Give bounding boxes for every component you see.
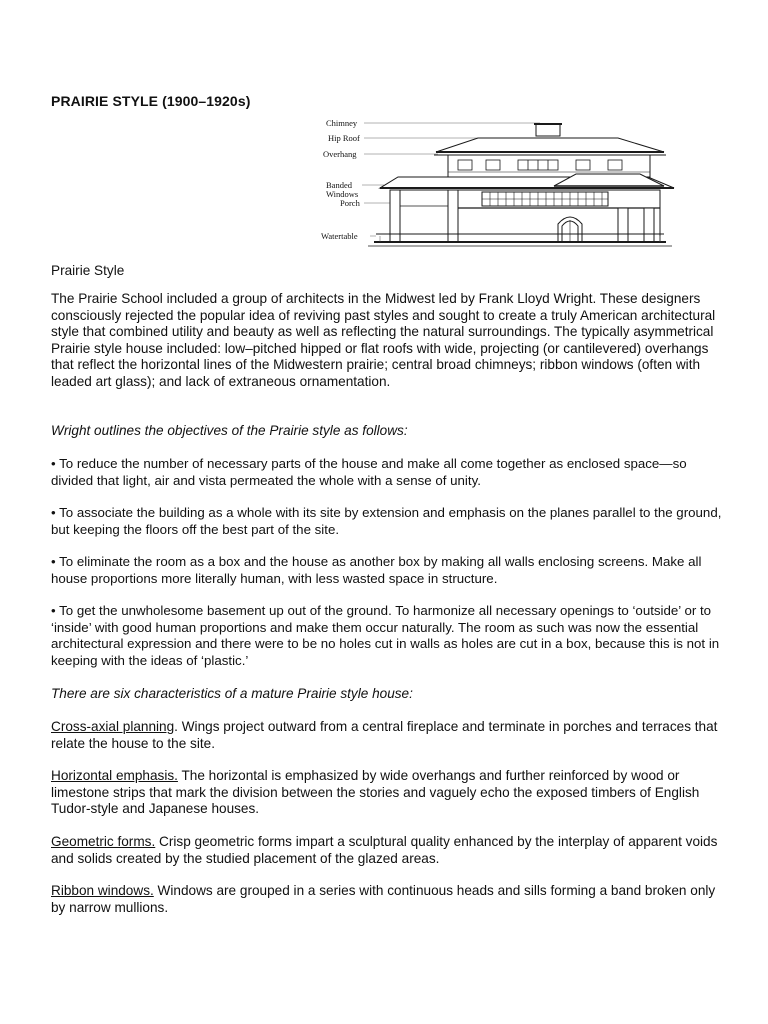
characteristic-text: Windows are grouped in a series with continuous heads and sills forming a band broken only by narrow mullions. — [51, 883, 716, 915]
characteristic-item — [51, 883, 731, 916]
prairie-house-diagram — [318, 112, 678, 257]
characteristic-item — [51, 834, 731, 867]
characteristic-term: Ribbon windows. — [51, 883, 154, 898]
characteristic-text: Wings project outward from a central fireplace and terminate in porches and terraces that relate the house to the site. — [51, 719, 718, 751]
objective-item: • To eliminate the room as a box and the house as another box by making all walls enclosing screens. Make all house proportions more literally human, with less wasted space in structure. — [51, 554, 702, 586]
label-chimney: Chimney — [326, 118, 358, 128]
objective-item: • To get the unwholesome basement up out of the ground. To harmonize all necessary openings to ‘outside’ or to ‘inside’ with good human proportions and make them occur naturally. The room as such was now the essential architectural expression and there were to be no holes cut in walls as holes are cut in a box, because this is not in keeping with the ideas of ‘plastic.’ — [51, 603, 720, 668]
characteristic-text: Crisp geometric forms impart a sculptural quality enhanced by the interplay of apparent voids and solids created by the studied placement of the glazed areas. — [51, 834, 718, 866]
characteristic-term: Cross-axial planning — [51, 719, 175, 734]
objective-item: • To reduce the number of necessary parts of the house and make all come together as enclosed space—so divided that light, air and vista permeated the whole with a sense of unity. — [51, 456, 687, 488]
objectives-heading: Wright outlines the objectives of the Prairie style as follows: — [51, 423, 408, 438]
house-drawing — [368, 124, 674, 246]
label-banded: Banded — [326, 180, 352, 190]
characteristic-text: The horizontal is emphasized by wide overhangs and further reinforced by wood or limestone strips that mark the division between the stories and vaguely echo the exposed timbers of English Tudor-style and Japanese houses. — [51, 768, 700, 817]
label-porch: Porch — [340, 198, 360, 208]
characteristic-term: Geometric forms. — [51, 834, 156, 849]
characteristic-separator: . — [174, 719, 178, 734]
label-watertable: Watertable — [321, 231, 358, 241]
characteristic-term: Horizontal emphasis. — [51, 768, 178, 783]
page-title: PRAIRIE STYLE (1900–1920s) — [51, 93, 251, 109]
section-subtitle: Prairie Style — [51, 263, 125, 278]
intro-paragraph: The Prairie School included a group of architects in the Midwest led by Frank Lloyd Wright. These designers consciously rejected the popular idea of reviving past styles and sought to create a truly American architectural style that combined utility and beauty as well as reflecting the natural surroundings. The typically asymmetrical Prairie style house included: low–pitched hipped or flat roofs with wide, projecting (or cantilevered) overhangs that reflect the horizontal lines of the Midwestern prairie; central broad chimneys; ribbon windows (often with leaded art glass); and lack of extraneous ornamentation. — [51, 291, 716, 389]
characteristic-item — [51, 768, 731, 818]
characteristic-item — [51, 719, 731, 752]
characteristics-heading: There are six characteristics of a mature Prairie style house: — [51, 686, 413, 701]
label-windows: Windows — [326, 189, 359, 199]
objective-item: • To associate the building as a whole with its site by extension and emphasis on the planes parallel to the ground, but keeping the floors off the best part of the site. — [51, 505, 722, 537]
label-hip-roof: Hip Roof — [328, 133, 360, 143]
label-overhang: Overhang — [323, 149, 357, 159]
